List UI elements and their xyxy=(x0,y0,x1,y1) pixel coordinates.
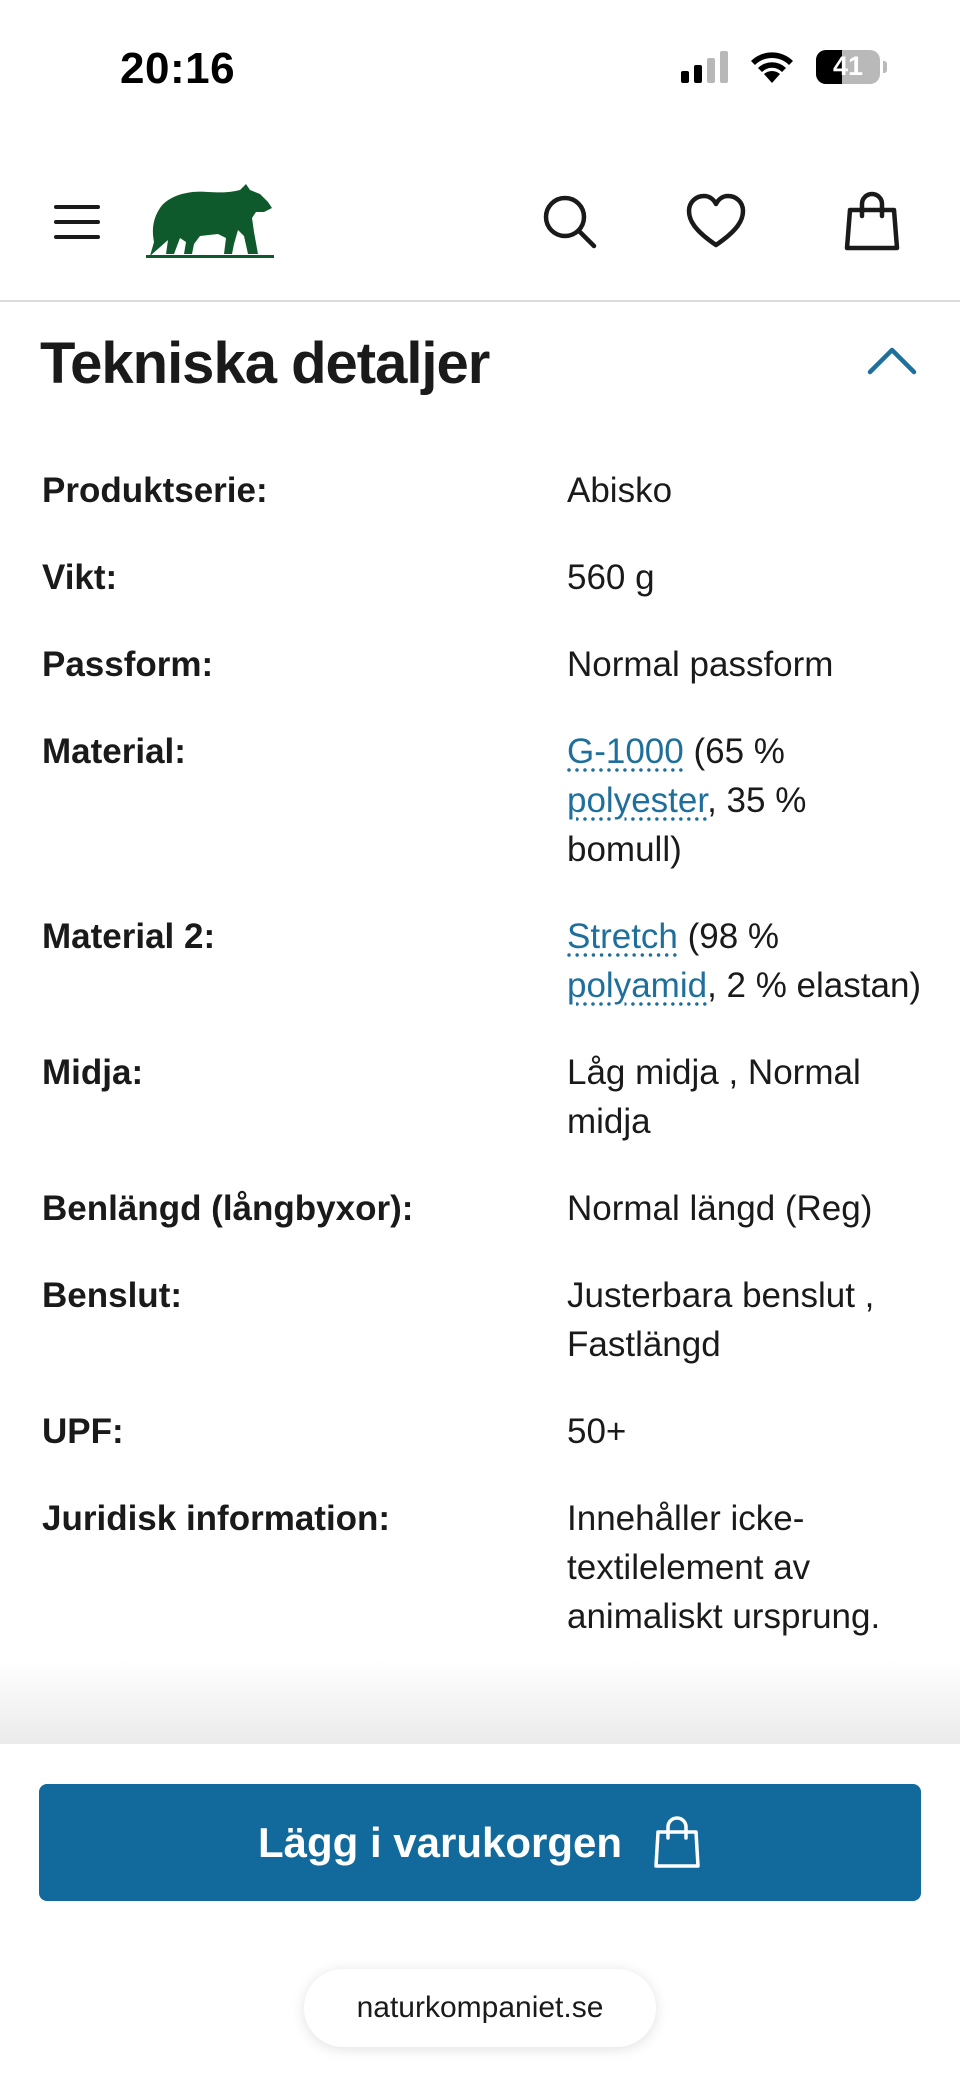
spec-label: Benslut: xyxy=(42,1276,182,1315)
wifi-icon xyxy=(750,50,794,84)
shopping-bag-icon[interactable] xyxy=(840,190,904,254)
shopping-bag-icon xyxy=(652,1816,702,1870)
sticky-cart-bar xyxy=(0,1744,960,2081)
material-text: , 35 % bomull) xyxy=(567,781,807,869)
spec-row-passform xyxy=(42,640,922,689)
material-link-g1000[interactable]: G-1000 xyxy=(567,732,684,771)
add-to-cart-label: Lägg i varukorgen xyxy=(257,1818,623,1866)
content-fade xyxy=(0,1660,960,1746)
spec-value: Abisko xyxy=(567,471,673,510)
spec-label: Benlängd (långbyxor): xyxy=(42,1189,414,1228)
status-icons xyxy=(681,50,880,84)
spec-row-benslut xyxy=(42,1271,922,1369)
spec-row-juridisk xyxy=(42,1494,922,1641)
menu-icon[interactable] xyxy=(54,205,100,239)
material-text: (65 % xyxy=(683,732,785,771)
spec-label: UPF: xyxy=(42,1412,124,1451)
spec-value xyxy=(567,912,922,1010)
section-title: Tekniska detaljer xyxy=(40,331,490,396)
spec-label: Produktserie: xyxy=(42,471,268,510)
spec-row-midja xyxy=(42,1048,922,1146)
status-bar xyxy=(0,0,960,140)
battery-level: 41 xyxy=(832,51,864,81)
site-header xyxy=(0,140,960,302)
spec-value: Normal passform xyxy=(567,645,834,684)
spec-label: Material: xyxy=(42,732,186,771)
material-text: , 2 % elastan) xyxy=(707,966,922,1005)
add-to-cart-button[interactable] xyxy=(39,1784,921,1901)
material-link-polyamid[interactable]: polyamid xyxy=(567,966,708,1005)
spec-label: Passform: xyxy=(42,645,214,684)
technical-details-list xyxy=(42,466,922,1679)
spec-label: Midja: xyxy=(42,1053,144,1092)
material-text: (98 % xyxy=(677,917,780,956)
material-link-stretch[interactable]: Stretch xyxy=(567,917,678,956)
cellular-signal-icon xyxy=(681,51,728,83)
spec-value xyxy=(567,727,922,874)
spec-value: Låg midja , Normal midja xyxy=(567,1053,861,1141)
spec-value: Justerbara benslut , Fastlängd xyxy=(567,1276,875,1364)
chevron-up-icon[interactable] xyxy=(866,342,918,378)
spec-row-material-2 xyxy=(42,912,922,1010)
heart-icon[interactable] xyxy=(684,190,748,254)
spec-value: 560 g xyxy=(567,558,655,597)
search-icon[interactable] xyxy=(538,190,602,254)
material-link-polyester[interactable]: polyester xyxy=(567,781,708,820)
spec-row-produktserie xyxy=(42,466,922,515)
spec-label: Material 2: xyxy=(42,917,216,956)
spec-row-benlangd xyxy=(42,1184,922,1233)
bear-logo[interactable] xyxy=(146,182,274,258)
url-text: naturkompaniet.se xyxy=(356,1991,604,2024)
browser-url-bar[interactable] xyxy=(304,1969,656,2047)
spec-label: Juridisk information: xyxy=(42,1499,391,1538)
spec-row-upf xyxy=(42,1407,922,1456)
battery-icon xyxy=(816,50,880,84)
spec-row-vikt xyxy=(42,553,922,602)
spec-value: Innehåller icke-textilelement av animaliskt ursprung. xyxy=(567,1499,881,1636)
spec-label: Vikt: xyxy=(42,558,118,597)
status-time: 20:16 xyxy=(120,44,236,93)
spec-value: 50+ xyxy=(567,1412,627,1451)
spec-row-material xyxy=(42,727,922,874)
spec-value: Normal längd (Reg) xyxy=(567,1189,873,1228)
